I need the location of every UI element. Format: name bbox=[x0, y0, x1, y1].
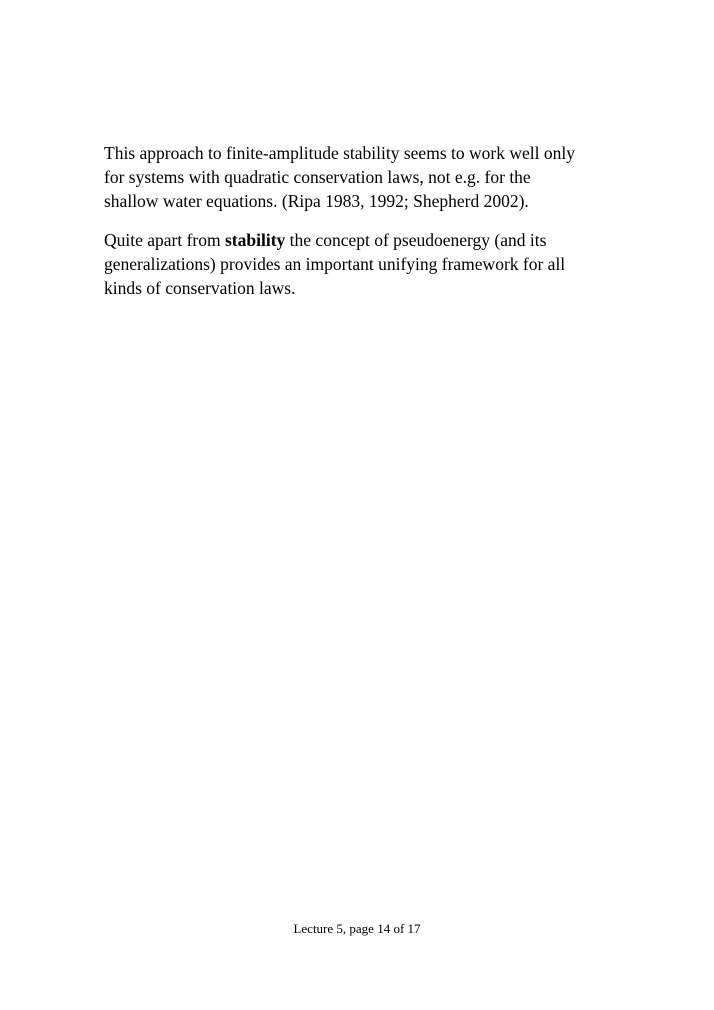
paragraph-finite-amplitude-stability bbox=[104, 141, 624, 213]
paragraph-pseudoenergy bbox=[104, 228, 624, 300]
paragraph-line: This approach to finite-amplitude stability seems to work well only bbox=[104, 143, 575, 163]
paragraph-line: generalizations) provides an important unifying framework for all bbox=[104, 254, 566, 274]
paragraph-line bbox=[104, 228, 624, 252]
text-run: Quite apart from bbox=[104, 230, 225, 250]
paragraph-line: kinds of conservation laws. bbox=[104, 278, 296, 298]
page-footer: Lecture 5, page 14 of 17 bbox=[293, 921, 421, 936]
paragraph-line: shallow water equations. (Ripa 1983, 1992; Shepherd 2002). bbox=[104, 191, 529, 211]
paragraph-line: for systems with quadratic conservation laws, not e.g. for the bbox=[104, 167, 531, 187]
bold-term-stability: stability bbox=[225, 230, 286, 250]
text-run: the concept of pseudoenergy (and its bbox=[285, 230, 547, 250]
